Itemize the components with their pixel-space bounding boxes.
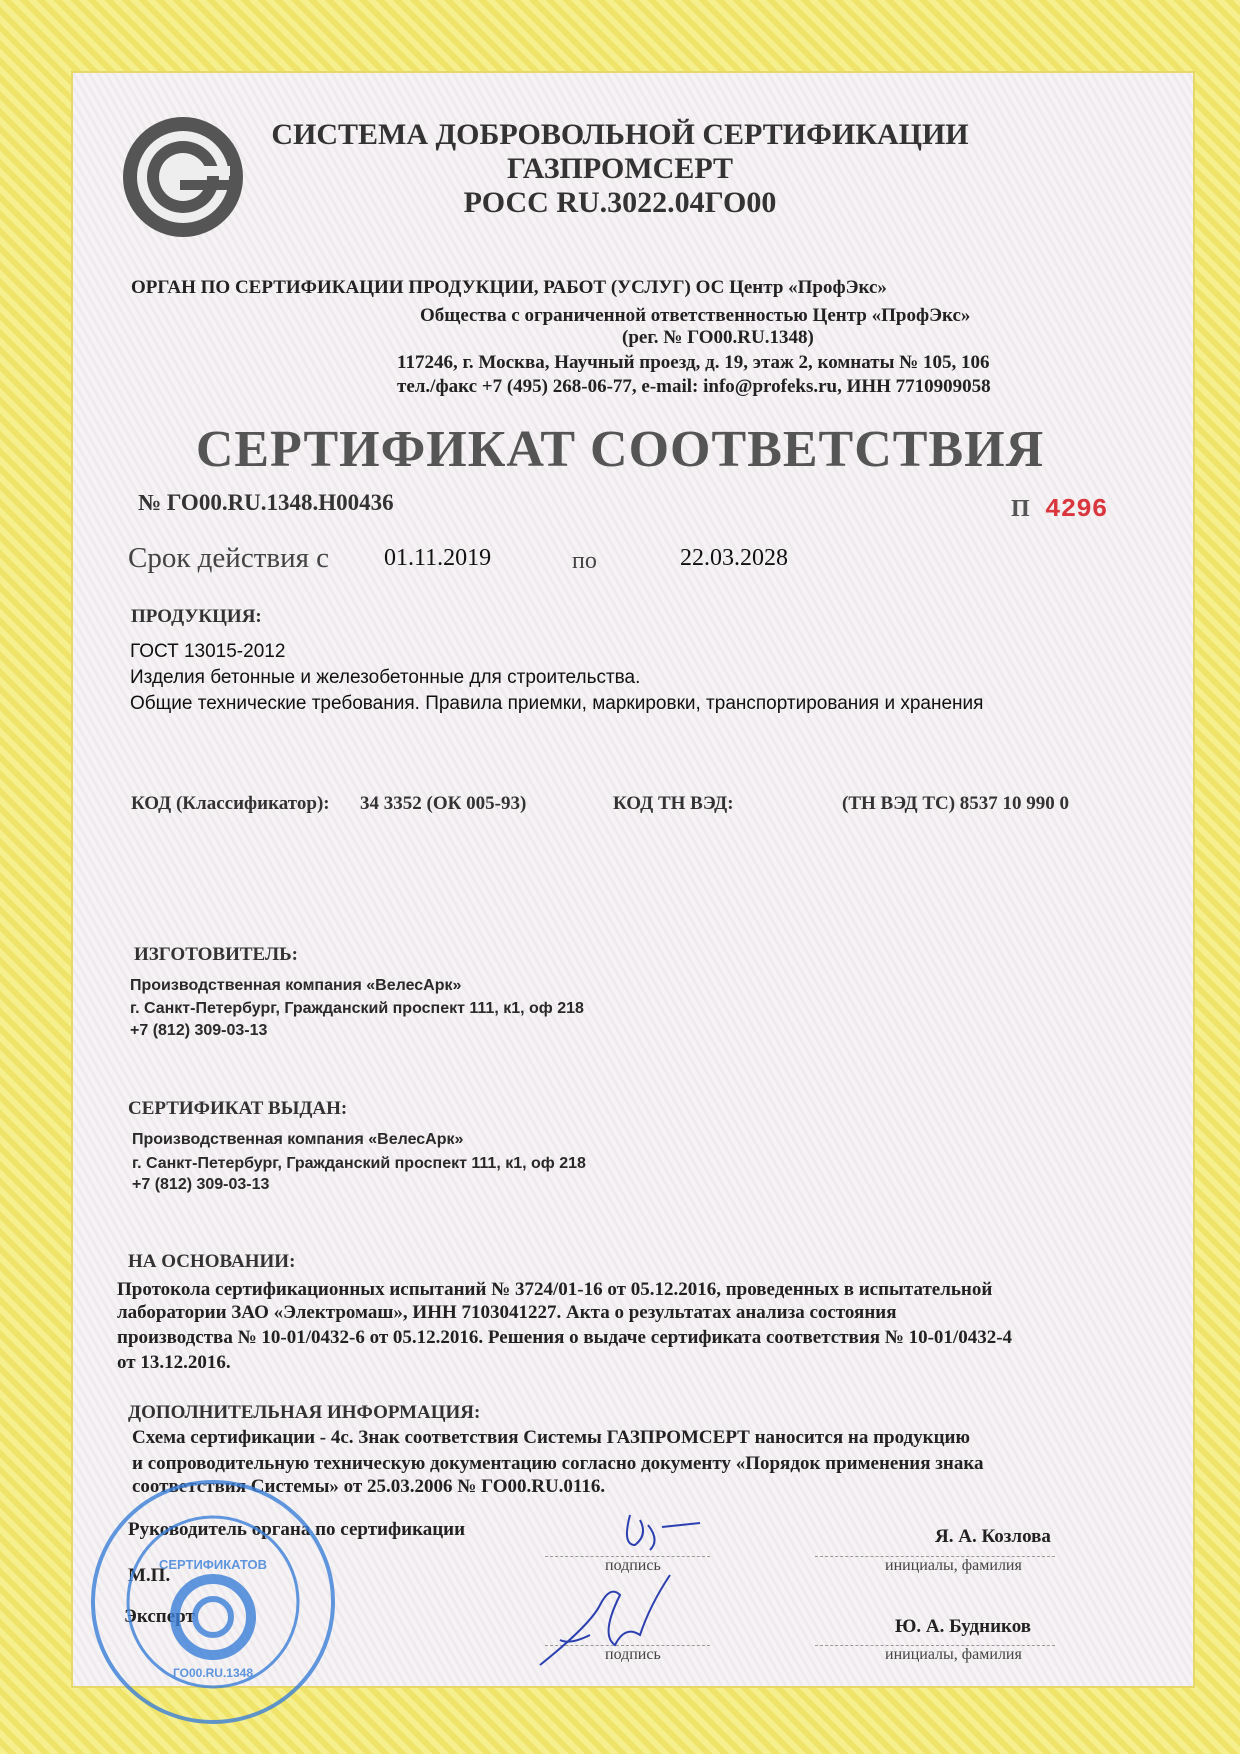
product-line: Изделия бетонные и железобетонные для строительства. xyxy=(130,667,641,688)
signature-caption: подпись xyxy=(605,1557,661,1574)
system-registration: РОСС RU.3022.04ГО00 xyxy=(463,186,777,219)
tnved-value: (ТН ВЭД ТС) 8537 10 990 0 xyxy=(842,793,1070,814)
serial-number: 4296 xyxy=(1045,494,1108,524)
issued-to-line: Производственная компания «ВелесАрк» xyxy=(132,1131,464,1148)
issued-to-line: +7 (812) 309-03-13 xyxy=(132,1176,270,1193)
expert-label: Эксперт xyxy=(124,1606,195,1627)
system-title: СИСТЕМА ДОБРОВОЛЬНОЙ СЕРТИФИКАЦИИ xyxy=(271,118,969,151)
expert-name: Ю. А. Будников xyxy=(895,1616,1031,1637)
stamp-center-text: СЕРТИФИКАТОВ xyxy=(158,1557,268,1572)
additional-line: Схема сертификации - 4с. Знак соответствия Системы ГАЗПРОМСЕРТ наносится на продукцию xyxy=(132,1427,971,1448)
tnved-label: КОД ТН ВЭД: xyxy=(613,793,734,814)
additional-heading: ДОПОЛНИТЕЛЬНАЯ ИНФОРМАЦИЯ: xyxy=(128,1402,481,1423)
basis-line: производства № 10-01/0432-6 от 05.12.2016. Решения о выдаче сертификата соответствия № 10-01/0432-4 xyxy=(117,1327,1013,1348)
manufacturer-line: г. Санкт-Петербург, Гражданский проспект 111, к1, оф 218 xyxy=(130,1000,584,1017)
stamp-label: М.П. xyxy=(128,1565,171,1586)
stamp-bottom-text: ГО00.RU.1348 xyxy=(172,1666,254,1680)
organ-company: Общества с ограниченной ответственностью Центр «ПрофЭкс» xyxy=(420,305,971,326)
certificate-number: № ГО00.RU.1348.Н00436 xyxy=(138,490,394,515)
product-line: Общие технические требования. Правила приемки, маркировки, транспортирования и хранения xyxy=(130,693,984,714)
basis-heading: НА ОСНОВАНИИ: xyxy=(128,1251,296,1272)
organ-reg: (рег. № ГО00.RU.1348) xyxy=(622,327,814,348)
product-heading: ПРОДУКЦИЯ: xyxy=(131,606,262,627)
valid-to-label: по xyxy=(572,548,597,574)
okp-value: 34 3352 (ОК 005-93) xyxy=(360,793,527,814)
name-caption: инициалы, фамилия xyxy=(885,1557,1022,1574)
manufacturer-line: Производственная компания «ВелесАрк» xyxy=(130,977,462,994)
name-caption: инициалы, фамилия xyxy=(885,1646,1022,1663)
validity-label: Срок действия с xyxy=(128,542,330,574)
manufacturer-line: +7 (812) 309-03-13 xyxy=(130,1022,268,1039)
valid-to: 22.03.2028 xyxy=(680,545,788,571)
manufacturer-heading: ИЗГОТОВИТЕЛЬ: xyxy=(134,944,298,965)
signature-caption: подпись xyxy=(605,1646,661,1663)
head-name: Я. А. Козлова xyxy=(935,1526,1051,1547)
serial-prefix: П xyxy=(1011,496,1030,522)
valid-from: 01.11.2019 xyxy=(384,545,492,571)
head-signature xyxy=(600,1505,710,1555)
organ-address: 117246, г. Москва, Научный проезд, д. 19, этаж 2, комнаты № 105, 106 xyxy=(397,352,990,373)
basis-line: от 13.12.2016. xyxy=(117,1352,231,1373)
expert-signature xyxy=(530,1565,710,1675)
additional-line: соответствия Системы» от 25.03.2006 № ГО00.RU.0116. xyxy=(132,1476,606,1497)
basis-line: лаборатории ЗАО «Электромаш», ИНН 7103041227. Акта о результатах анализа состояния xyxy=(117,1302,897,1323)
system-name: ГАЗПРОМСЕРТ xyxy=(506,152,734,185)
organ-title: ОРГАН ПО СЕРТИФИКАЦИИ ПРОДУКЦИИ, РАБОТ (УСЛУГ) ОС Центр «ПрофЭкс» xyxy=(131,277,887,298)
product-line: ГОСТ 13015-2012 xyxy=(130,641,286,662)
issued-to-line: г. Санкт-Петербург, Гражданский проспект 111, к1, оф 218 xyxy=(132,1155,586,1172)
certification-stamp xyxy=(88,1477,338,1727)
head-label: Руководитель органа по сертификации xyxy=(128,1519,466,1540)
additional-line: и сопроводительную техническую документацию согласно документу «Порядок применения знака xyxy=(132,1453,984,1474)
organ-contacts: тел./факс +7 (495) 268-06-77, e-mail: info@profeks.ru, ИНН 7710909058 xyxy=(397,376,991,397)
okp-label: КОД (Классификатор): xyxy=(131,793,330,814)
basis-line: Протокола сертификационных испытаний № 3724/01-16 от 05.12.2016, проведенных в испытательной xyxy=(117,1279,993,1300)
issued-to-heading: СЕРТИФИКАТ ВЫДАН: xyxy=(128,1098,348,1119)
certificate-title: СЕРТИФИКАТ СООТВЕТСТВИЯ xyxy=(195,421,1045,478)
